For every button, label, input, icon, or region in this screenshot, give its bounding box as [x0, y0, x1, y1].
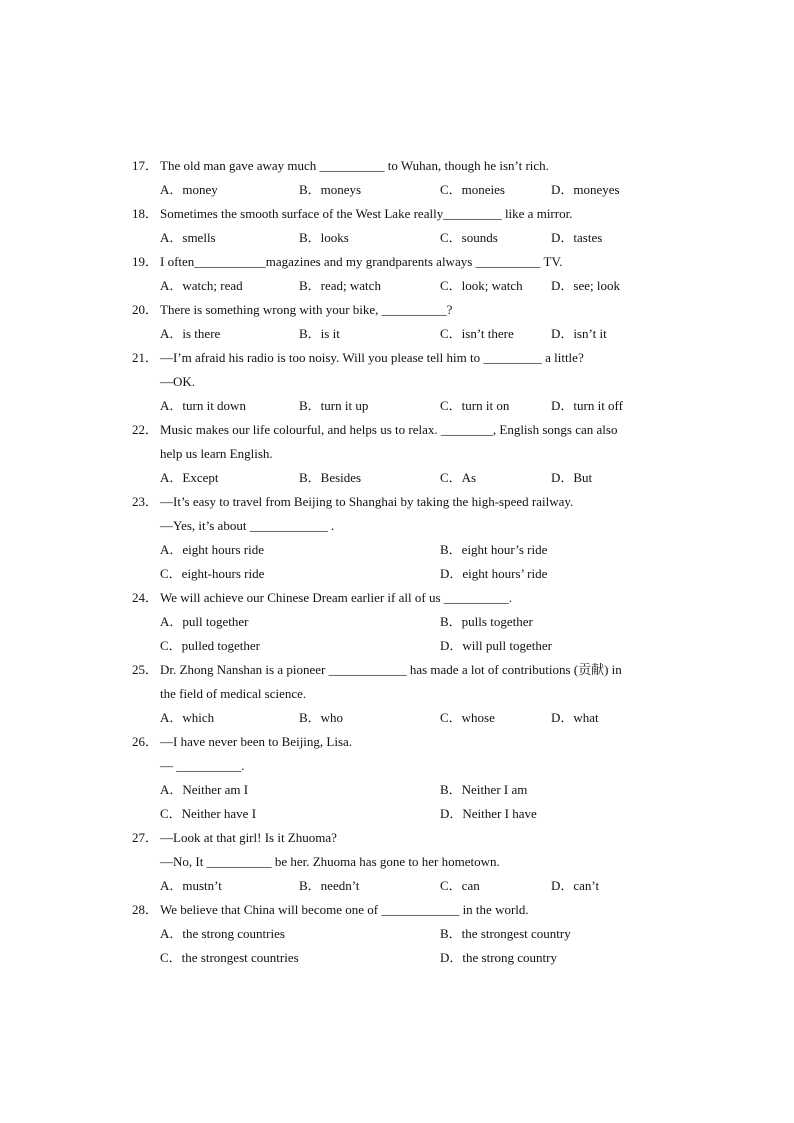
question-number: 26．	[132, 734, 159, 749]
option-d[interactable]	[440, 562, 547, 586]
option-letter: A．	[160, 326, 183, 341]
question-21	[132, 346, 672, 418]
options-row	[132, 562, 672, 586]
option-text: turn it up	[320, 398, 369, 413]
option-letter: A．	[160, 614, 183, 629]
question-stem	[132, 490, 672, 514]
option-text: is it	[320, 326, 340, 341]
option-text: But	[573, 470, 593, 485]
option-letter: C．	[440, 878, 462, 893]
option-text: the strong countries	[182, 926, 285, 941]
option-letter: A．	[160, 230, 183, 245]
option-letter: D．	[551, 278, 574, 293]
option-letter: B．	[440, 782, 462, 797]
option-text: the strongest country	[461, 926, 571, 941]
option-letter: B．	[299, 470, 321, 485]
option-letter: C．	[160, 806, 182, 821]
question-18	[132, 202, 672, 250]
question-stem	[132, 298, 672, 322]
question-number: 28．	[132, 902, 159, 917]
question-stem	[132, 418, 672, 442]
option-c[interactable]	[440, 466, 476, 490]
question-number: 23．	[132, 494, 159, 509]
option-letter: C．	[160, 638, 182, 653]
option-d[interactable]	[551, 874, 599, 898]
question-text: — __________.	[160, 758, 245, 773]
option-d[interactable]	[551, 226, 602, 250]
question-22	[132, 418, 672, 490]
option-c[interactable]	[440, 274, 523, 298]
option-letter: A．	[160, 398, 183, 413]
option-d[interactable]	[440, 946, 557, 970]
option-c[interactable]	[440, 706, 495, 730]
option-text: moneies	[461, 182, 505, 197]
question-27	[132, 826, 672, 898]
option-d[interactable]	[551, 466, 592, 490]
option-text: look; watch	[461, 278, 523, 293]
option-a[interactable]	[160, 538, 264, 562]
option-letter: A．	[160, 278, 183, 293]
option-text: mustn’t	[182, 878, 222, 893]
option-letter: B．	[299, 326, 321, 341]
option-c[interactable]	[160, 562, 264, 586]
option-letter: C．	[440, 398, 462, 413]
option-a[interactable]	[160, 322, 220, 346]
option-letter: D．	[440, 638, 463, 653]
question-text: We believe that China will become one of ____________ in the world.	[160, 902, 529, 917]
options-row	[132, 802, 672, 826]
option-text: eight hour’s ride	[461, 542, 548, 557]
option-a[interactable]	[160, 466, 218, 490]
options-row	[132, 778, 672, 802]
options-row	[132, 274, 672, 298]
option-b[interactable]	[299, 394, 368, 418]
question-text: Dr. Zhong Nanshan is a pioneer ____________ has made a lot of contributions (贡献) in	[160, 662, 622, 677]
question-17	[132, 154, 672, 202]
question-number: 18．	[132, 206, 159, 221]
options-row	[132, 610, 672, 634]
question-text: Music makes our life colourful, and helps us to relax. ________, English songs can also	[160, 422, 618, 437]
question-stem	[132, 730, 672, 754]
option-c[interactable]	[160, 946, 299, 970]
option-text: whose	[461, 710, 495, 725]
option-text: the strong country	[462, 950, 557, 965]
question-text: There is something wrong with your bike, __________?	[160, 302, 453, 317]
option-text: can’t	[573, 878, 600, 893]
question-stem-continued	[132, 514, 672, 538]
option-d[interactable]	[551, 706, 599, 730]
question-20	[132, 298, 672, 346]
option-text: see; look	[573, 278, 620, 293]
question-number: 25．	[132, 662, 159, 677]
option-text: isn’t it	[573, 326, 607, 341]
question-stem	[132, 154, 672, 178]
option-letter: A．	[160, 710, 183, 725]
option-text: pulls together	[461, 614, 533, 629]
option-d[interactable]	[551, 394, 623, 418]
question-text: —I have never been to Beijing, Lisa.	[160, 734, 353, 749]
option-a[interactable]	[160, 610, 248, 634]
option-letter: C．	[160, 950, 182, 965]
question-text: —No, It __________ be her. Zhuoma has gone to her hometown.	[160, 854, 500, 869]
option-d[interactable]	[551, 178, 620, 202]
option-letter: A．	[160, 782, 183, 797]
option-c[interactable]	[440, 226, 498, 250]
question-28	[132, 898, 672, 970]
option-c[interactable]	[440, 178, 505, 202]
options-row	[132, 706, 672, 730]
option-letter: A．	[160, 182, 183, 197]
question-23	[132, 490, 672, 586]
option-c[interactable]	[440, 394, 509, 418]
option-d[interactable]	[440, 802, 537, 826]
question-stem	[132, 898, 672, 922]
options-row	[132, 178, 672, 202]
option-a[interactable]	[160, 874, 222, 898]
question-text: —It’s easy to travel from Beijing to Shanghai by taking the high-speed railway.	[160, 494, 574, 509]
option-b[interactable]	[299, 706, 343, 730]
question-number: 17．	[132, 158, 159, 173]
question-number: 20．	[132, 302, 159, 317]
options-row	[132, 394, 672, 418]
options-row	[132, 634, 672, 658]
option-letter: D．	[440, 950, 463, 965]
option-c[interactable]	[160, 634, 260, 658]
option-text: Neither I have	[462, 806, 537, 821]
option-letter: B．	[299, 398, 321, 413]
option-b[interactable]	[299, 466, 361, 490]
question-stem	[132, 586, 672, 610]
option-letter: D．	[551, 878, 574, 893]
question-number: 22．	[132, 422, 159, 437]
option-letter: B．	[440, 926, 462, 941]
question-stem-continued	[132, 370, 672, 394]
options-row	[132, 874, 672, 898]
question-stem-continued	[132, 754, 672, 778]
option-text: the strongest countries	[181, 950, 299, 965]
question-number: 19．	[132, 254, 159, 269]
option-a[interactable]	[160, 706, 214, 730]
option-text: turn it on	[461, 398, 510, 413]
option-b[interactable]	[299, 178, 361, 202]
question-19	[132, 250, 672, 298]
option-b[interactable]	[299, 226, 349, 250]
option-letter: D．	[551, 230, 574, 245]
option-letter: D．	[440, 806, 463, 821]
question-text: —Look at that girl! Is it Zhuoma?	[160, 830, 337, 845]
option-text: money	[182, 182, 218, 197]
option-text: eight hours’ ride	[462, 566, 548, 581]
option-text: tastes	[573, 230, 603, 245]
option-d[interactable]	[551, 274, 620, 298]
option-text: pull together	[182, 614, 249, 629]
option-a[interactable]	[160, 274, 243, 298]
options-row	[132, 922, 672, 946]
option-letter: B．	[299, 878, 321, 893]
option-letter: D．	[551, 326, 574, 341]
option-text: Except	[182, 470, 219, 485]
option-letter: C．	[160, 566, 182, 581]
option-letter: B．	[440, 542, 462, 557]
option-c[interactable]	[440, 322, 514, 346]
option-letter: A．	[160, 542, 183, 557]
option-b[interactable]	[440, 922, 571, 946]
option-text: Besides	[320, 470, 362, 485]
option-letter: D．	[551, 470, 574, 485]
option-a[interactable]	[160, 922, 285, 946]
option-letter: B．	[299, 182, 321, 197]
question-number: 24．	[132, 590, 159, 605]
options-row	[132, 538, 672, 562]
option-text: Neither am I	[182, 782, 249, 797]
question-text: The old man gave away much __________ to Wuhan, though he isn’t rich.	[160, 158, 549, 173]
option-letter: C．	[440, 470, 462, 485]
option-letter: D．	[551, 398, 574, 413]
option-text: pulled together	[181, 638, 261, 653]
option-text: eight hours ride	[182, 542, 264, 557]
option-c[interactable]	[160, 802, 256, 826]
option-text: watch; read	[182, 278, 243, 293]
option-text: moneyes	[573, 182, 620, 197]
question-number: 27．	[132, 830, 159, 845]
question-text: help us learn English.	[160, 446, 273, 461]
option-letter: D．	[551, 710, 574, 725]
option-a[interactable]	[160, 778, 248, 802]
options-row	[132, 946, 672, 970]
option-letter: C．	[440, 230, 462, 245]
question-stem	[132, 250, 672, 274]
option-letter: A．	[160, 878, 183, 893]
option-a[interactable]	[160, 394, 246, 418]
option-text: eight-hours ride	[181, 566, 265, 581]
option-text: Neither I am	[461, 782, 528, 797]
option-text: who	[320, 710, 344, 725]
option-text: smells	[182, 230, 216, 245]
option-letter: B．	[440, 614, 462, 629]
question-text: Sometimes the smooth surface of the West Lake really_________ like a mirror.	[160, 206, 573, 221]
question-text: —I’m afraid his radio is too noisy. Will you please tell him to _________ a little?	[160, 350, 584, 365]
option-text: which	[182, 710, 215, 725]
question-number: 21．	[132, 350, 159, 365]
question-stem	[132, 202, 672, 226]
option-text: turn it down	[182, 398, 246, 413]
option-letter: A．	[160, 926, 183, 941]
question-24	[132, 586, 672, 658]
option-letter: D．	[551, 182, 574, 197]
question-stem-continued	[132, 442, 672, 466]
option-c[interactable]	[440, 874, 480, 898]
option-a[interactable]	[160, 178, 218, 202]
option-text: needn’t	[320, 878, 360, 893]
option-a[interactable]	[160, 226, 216, 250]
option-text: turn it off	[573, 398, 623, 413]
question-text: We will achieve our Chinese Dream earlier if all of us __________.	[160, 590, 513, 605]
option-text: As	[461, 470, 477, 485]
option-b[interactable]	[440, 610, 533, 634]
option-text: can	[461, 878, 480, 893]
option-b[interactable]	[299, 274, 381, 298]
option-letter: B．	[299, 710, 321, 725]
option-letter: C．	[440, 278, 462, 293]
option-text: moneys	[320, 182, 362, 197]
options-row	[132, 322, 672, 346]
option-text: looks	[320, 230, 349, 245]
option-text: is there	[182, 326, 221, 341]
question-text: I often___________magazines and my grandparents always __________ TV.	[160, 254, 563, 269]
question-text: —OK.	[160, 374, 196, 389]
options-row	[132, 226, 672, 250]
option-b[interactable]	[440, 778, 527, 802]
options-row	[132, 466, 672, 490]
option-d[interactable]	[440, 634, 552, 658]
option-letter: C．	[440, 326, 462, 341]
option-letter: D．	[440, 566, 463, 581]
option-b[interactable]	[299, 874, 359, 898]
question-stem	[132, 826, 672, 850]
option-text: what	[573, 710, 599, 725]
option-letter: B．	[299, 230, 321, 245]
question-stem	[132, 346, 672, 370]
question-stem-continued	[132, 850, 672, 874]
option-b[interactable]	[440, 538, 547, 562]
option-letter: C．	[440, 710, 462, 725]
option-b[interactable]	[299, 322, 340, 346]
question-stem-continued	[132, 682, 672, 706]
option-text: Neither have I	[181, 806, 257, 821]
question-25	[132, 658, 672, 730]
question-text: the field of medical science.	[160, 686, 307, 701]
question-stem	[132, 658, 672, 682]
question-26	[132, 730, 672, 826]
option-text: isn’t there	[461, 326, 514, 341]
question-text: —Yes, it’s about ____________ .	[160, 518, 335, 533]
option-d[interactable]	[551, 322, 607, 346]
option-text: will pull together	[462, 638, 552, 653]
option-letter: B．	[299, 278, 321, 293]
option-letter: A．	[160, 470, 183, 485]
option-text: read; watch	[320, 278, 381, 293]
option-letter: C．	[440, 182, 462, 197]
option-text: sounds	[461, 230, 498, 245]
